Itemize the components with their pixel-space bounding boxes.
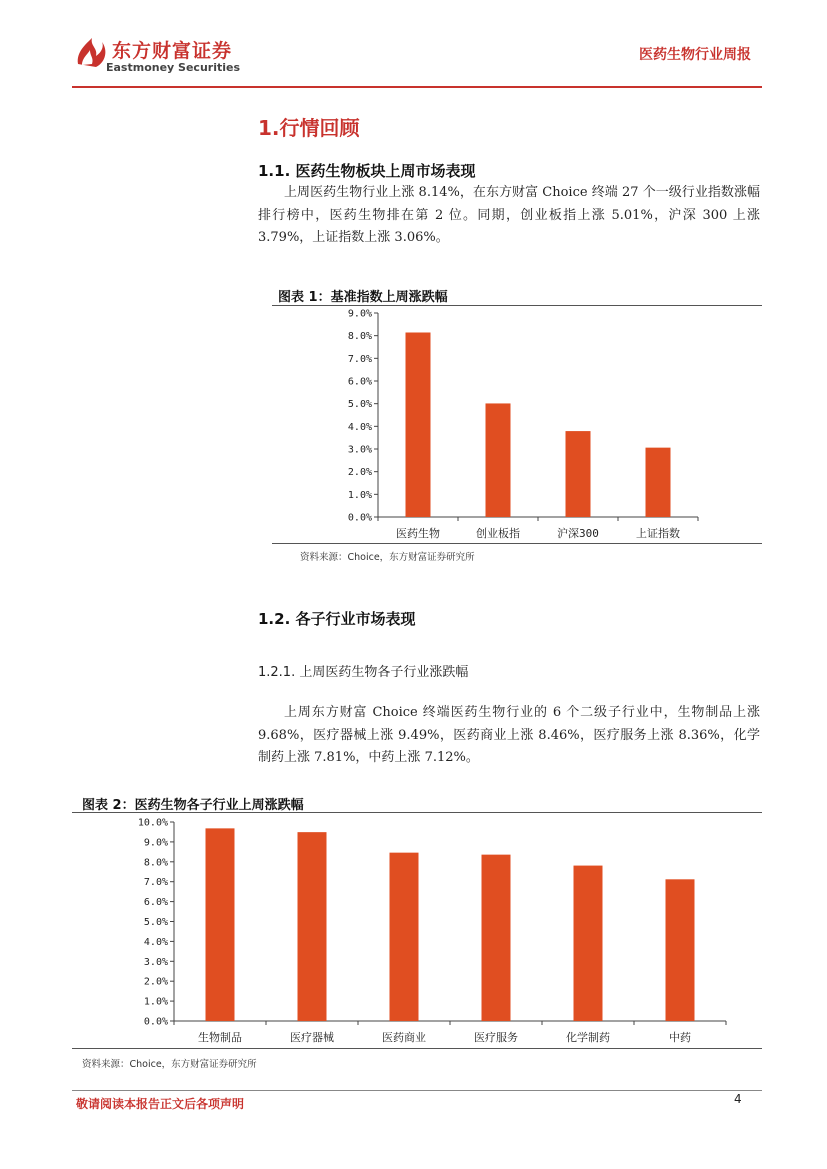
y-tick-label: 8.0% [143, 857, 168, 869]
header-divider [72, 86, 762, 88]
y-tick-label: 6.0% [347, 376, 372, 388]
y-tick-label: 0.0% [143, 1016, 168, 1028]
y-tick-label: 4.0% [143, 936, 168, 948]
figure-1-title: 图表 1：基准指数上周涨跌幅 [278, 290, 448, 305]
y-tick-label: 8.0% [347, 331, 372, 343]
logo-flame-icon [72, 34, 110, 72]
paragraph-1-2-1: 上周东方财富 Choice 终端医药生物行业的 6 个二级子行业中，生物制品上涨 9.68%，医疗器械上涨 9.49%，医药商业上涨 8.46%，医疗服务上涨 8.36%，化学制药上涨 7.81%，中药上涨 7.12%。 [258, 705, 760, 765]
bar-6 [666, 879, 695, 1021]
x-category-label: 上证指数 [636, 527, 680, 540]
logo-text-en: Eastmoney Securities [106, 61, 241, 74]
paragraph-1-1: 上周医药生物行业上涨 8.14%，在东方财富 Choice 终端 27 个一级行业指数涨幅排行榜中，医药生物排在第 2 位。同期，创业板指上涨 5.01%，沪深 300 上涨 3.79%，上证指数上涨 3.06%。 [258, 185, 760, 245]
y-tick-label: 3.0% [347, 444, 372, 456]
bar-2 [486, 403, 511, 517]
y-tick-label: 7.0% [143, 877, 168, 889]
y-tick-label: 4.0% [347, 421, 372, 433]
y-tick-label: 1.0% [347, 489, 372, 501]
bar-3 [390, 853, 419, 1021]
y-tick-label: 0.0% [347, 512, 372, 524]
y-tick-label: 2.0% [347, 467, 372, 479]
y-tick-label: 2.0% [143, 976, 168, 988]
bar-1 [406, 332, 431, 517]
x-category-label: 医疗器械 [290, 1031, 334, 1044]
bar-5 [574, 866, 603, 1021]
y-tick-label: 9.0% [143, 837, 168, 849]
x-category-label: 医药商业 [382, 1031, 426, 1044]
subsection-title-1-2-1: 1.2.1. 上周医药生物各子行业涨跌幅 [258, 665, 469, 680]
logo-text-cn: 东方财富证券 [112, 40, 233, 62]
y-tick-label: 10.0% [137, 817, 168, 829]
y-tick-label: 3.0% [143, 956, 168, 968]
figure-2-bottom-rule [72, 1048, 762, 1049]
y-tick-label: 9.0% [347, 308, 372, 320]
figure-1-bottom-rule [272, 543, 762, 544]
bar-4 [646, 448, 671, 517]
x-category-label: 沪深300 [557, 527, 599, 540]
x-category-label: 创业板指 [476, 527, 520, 540]
y-tick-label: 1.0% [143, 996, 168, 1008]
subsection-title-1-1: 1.1. 医药生物板块上周市场表现 [258, 162, 476, 180]
figure-2-source: 资料来源：Choice，东方财富证券研究所 [82, 1059, 257, 1070]
y-tick-label: 5.0% [143, 917, 168, 928]
y-tick-label: 6.0% [143, 897, 168, 909]
x-category-label: 中药 [669, 1031, 691, 1044]
x-category-label: 生物制品 [198, 1031, 242, 1044]
x-category-label: 化学制药 [566, 1031, 610, 1044]
section-title: 1.行情回顾 [258, 116, 360, 140]
chart-sub-industry [72, 813, 762, 1047]
figure-2-title: 图表 2：医药生物各子行业上周涨跌幅 [82, 798, 304, 813]
chart-benchmark-index [272, 306, 762, 542]
bar-2 [298, 832, 327, 1021]
footer-divider [72, 1090, 762, 1091]
x-category-label: 医疗服务 [474, 1031, 518, 1044]
y-tick-label: 5.0% [347, 399, 372, 411]
y-tick-label: 7.0% [347, 353, 372, 365]
report-title: 医药生物行业周报 [639, 47, 751, 63]
subsection-title-1-2: 1.2. 各子行业市场表现 [258, 610, 416, 628]
bar-4 [482, 855, 511, 1021]
x-category-label: 医药生物 [396, 527, 440, 540]
bar-1 [206, 828, 235, 1021]
figure-1-source: 资料来源：Choice，东方财富证券研究所 [300, 552, 475, 563]
page-number: 4 [734, 1092, 742, 1106]
footer-disclaimer: 敬请阅读本报告正文后各项声明 [76, 1097, 245, 1111]
bar-3 [566, 431, 591, 517]
